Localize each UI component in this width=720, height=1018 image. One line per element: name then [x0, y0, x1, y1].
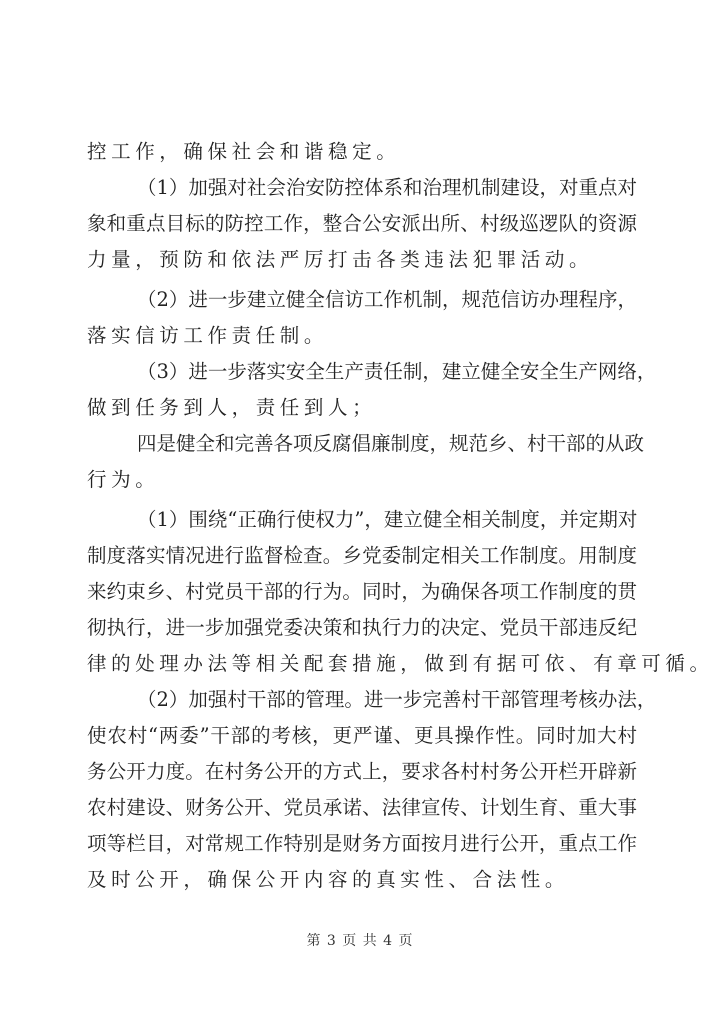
text-line: （1）加强对社会治安防控体系和治理机制建设，对重点对: [137, 176, 637, 199]
text-line: （1）围绕“正确行使权力”，建立健全相关制度，并定期对: [137, 508, 638, 531]
text-line: 象和重点目标的防控工作，整合公安派出所、村级巡逻队的资源: [87, 212, 637, 235]
paragraph: [87, 134, 637, 170]
paragraph: [87, 682, 657, 898]
document-body: [87, 134, 714, 898]
text-line: 制度落实情况进行监督检查。乡党委制定相关工作制度。用制度: [87, 544, 637, 567]
text-line: 彻执行，进一步加强党委决策和执行力的决定、党员干部违反纪: [87, 616, 637, 639]
text-line: 四是健全和完善各项反腐倡廉制度，规范乡、村干部的从政: [137, 432, 645, 455]
text-line: （3）进一步落实安全生产责任制，建立健全安全生产网络，: [137, 360, 657, 383]
text-line: 律的处理办法等相关配套措施，做到有据可依、有章可循。: [87, 652, 714, 675]
text-line: （2）进一步建立健全信访工作机制，规范信访办理程序，: [137, 288, 637, 311]
text-line: 农村建设、财务公开、党员承诺、法律宣传、计划生育、重大事: [87, 796, 637, 819]
paragraph: [87, 282, 637, 354]
text-line: 及时公开，确保公开内容的真实性、合法性。: [87, 868, 570, 891]
text-line: 力量，预防和依法严厉打击各类违法犯罪活动。: [87, 248, 594, 271]
paragraph: [87, 502, 714, 682]
text-line: 做到任务到人，责任到人；: [87, 396, 377, 419]
paragraph: [87, 426, 645, 498]
text-line: 行为。: [87, 468, 160, 491]
text-line: 控工作，确保社会和谐稳定。: [87, 140, 401, 163]
text-line: （2）加强村干部的管理。进一步完善村干部管理考核办法，: [137, 688, 657, 711]
text-line: 务公开力度。在村务公开的方式上，要求各村村务公开栏开辟新: [87, 760, 637, 783]
text-line: 项等栏目，对常规工作特别是财务方面按月进行公开，重点工作: [87, 832, 637, 855]
text-line: 使农村“两委”干部的考核，更严谨、更具操作性。同时加大村: [87, 724, 637, 747]
paragraph: [87, 354, 657, 426]
paragraph: [87, 170, 637, 278]
text-line: 来约束乡、村党员干部的行为。同时，为确保各项工作制度的贯: [87, 580, 637, 603]
page-number: 第 3 页 共 4 页: [306, 933, 414, 949]
text-line: 落实信访工作责任制。: [87, 324, 329, 347]
